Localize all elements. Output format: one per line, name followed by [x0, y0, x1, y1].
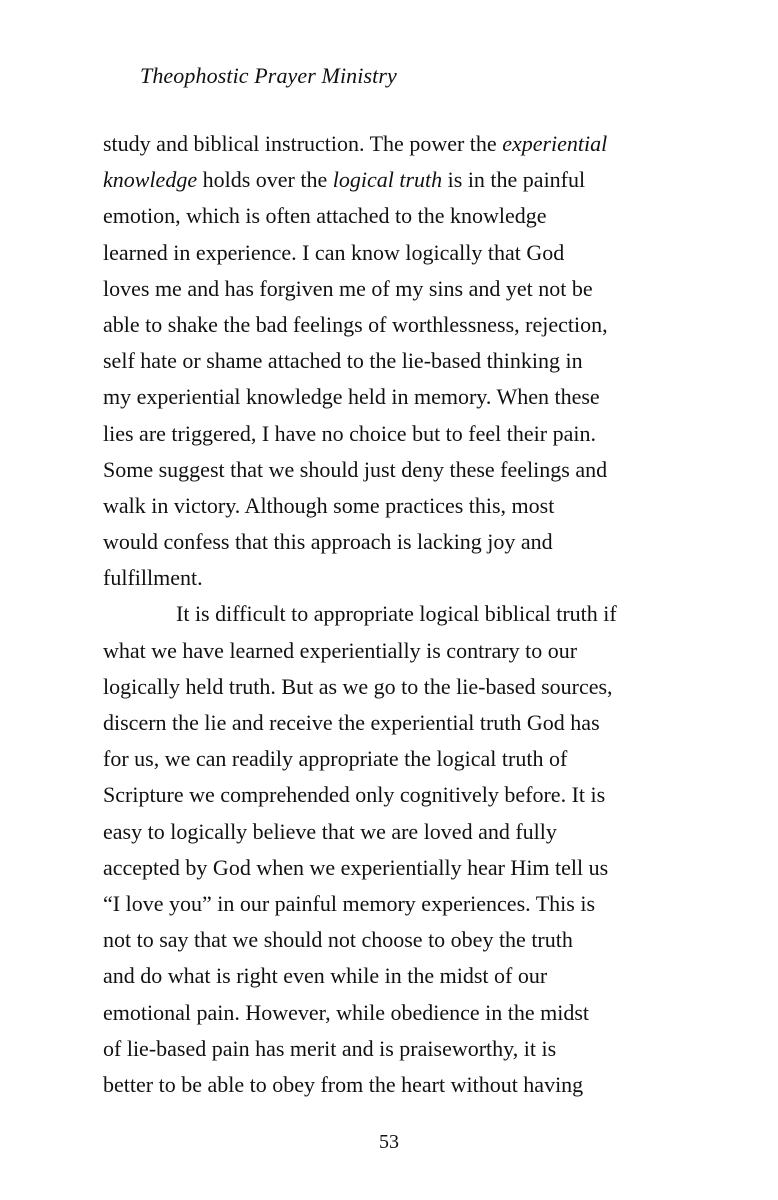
text-line: walk in victory. Although some practices this, most	[103, 492, 555, 518]
text-line: “I love you” in our painful memory experiences. This is	[103, 890, 596, 916]
running-header: Theophostic Prayer Ministry	[140, 63, 397, 88]
text-line: fulfillment.	[103, 565, 203, 591]
text-line: emotion, which is often attached to the knowledge	[103, 203, 547, 229]
text-line: of lie-based pain has merit and is praiseworthy, it is	[103, 1035, 557, 1061]
text-line: logically held truth. But as we go to the lie-based sources,	[103, 673, 613, 699]
text-line: what we have learned experientially is contrary to our	[103, 637, 578, 663]
text-line: accepted by God when we experientially hear Him tell us	[103, 854, 609, 880]
text-line: Some suggest that we should just deny these feelings and	[103, 456, 608, 482]
text-line: my experiential knowledge held in memory. When these	[103, 384, 600, 410]
text-line: easy to logically believe that we are loved and fully	[103, 818, 557, 844]
text-line: emotional pain. However, while obedience in the midst	[103, 999, 590, 1025]
text-line: self hate or shame attached to the lie-based thinking in	[103, 348, 583, 374]
text-line: lies are triggered, I have no choice but to feel their pain.	[103, 420, 596, 446]
text-line: learned in experience. I can know logically that God	[103, 239, 565, 265]
paragraph-first-line: It is difficult to appropriate logical biblical truth if	[176, 601, 617, 627]
text-line: would confess that this approach is lacking joy and	[103, 529, 553, 555]
text-line: able to shake the bad feelings of worthlessness, rejection,	[103, 311, 608, 337]
text-line: better to be able to obey from the heart without having	[103, 1071, 584, 1097]
body-text	[103, 126, 673, 1103]
emphasis: experiential	[502, 131, 608, 156]
page-number: 53	[379, 1131, 399, 1153]
text-line: for us, we can readily appropriate the logical truth of	[103, 746, 568, 772]
text-line: not to say that we should not choose to obey the truth	[103, 927, 573, 953]
emphasis: knowledge	[103, 167, 198, 193]
text-line: discern the lie and receive the experiential truth God has	[103, 710, 600, 735]
text-line: knowledge holds over the logical truth is in the painful	[103, 167, 586, 193]
text-line: and do what is right even while in the midst of our	[103, 963, 548, 989]
text-line: loves me and has forgiven me of my sins and yet not be	[103, 275, 593, 301]
text-line: Scripture we comprehended only cognitively before. It is	[103, 782, 606, 808]
text-line: study and biblical instruction. The power the experiential	[103, 131, 608, 156]
emphasis: logical truth	[332, 167, 443, 193]
